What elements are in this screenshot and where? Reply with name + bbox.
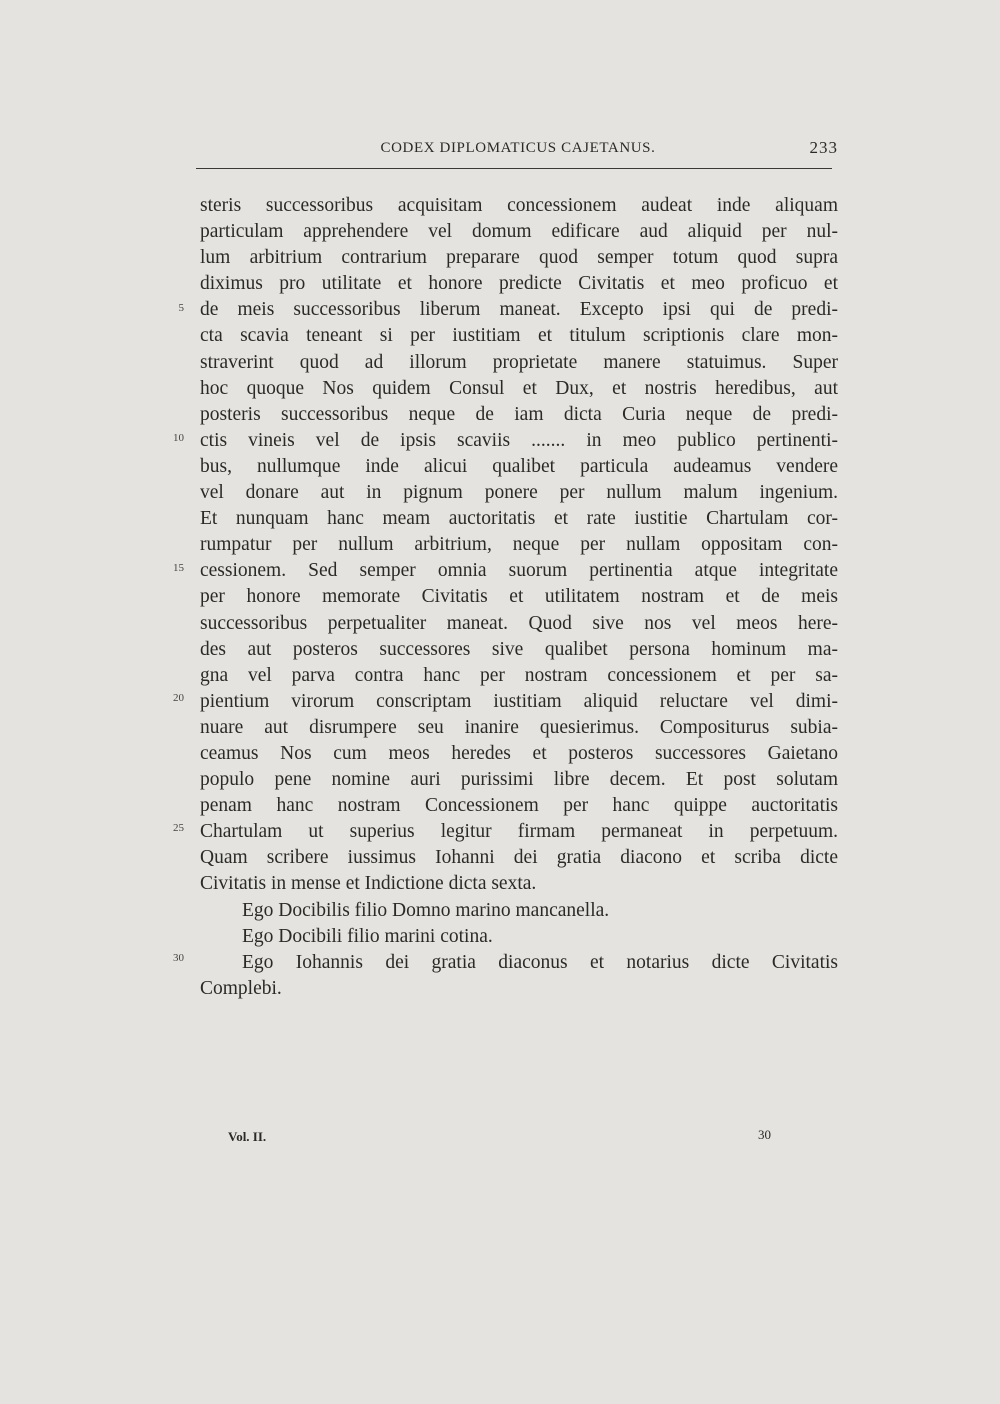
text-line: cessionem. Sed semper omnia suorum pertinentia atque integritate bbox=[200, 560, 838, 582]
signature-number: 30 bbox=[758, 1127, 771, 1142]
text-line: populo pene nomine auri purissimi libre decem. Et post solutam bbox=[200, 769, 838, 791]
line-number: 10 bbox=[173, 432, 184, 444]
text-line: posteris successoribus neque de iam dicta Curia neque de predi- bbox=[200, 403, 838, 425]
line-number: 30 bbox=[173, 952, 184, 964]
text-line: Complebi. bbox=[200, 977, 282, 999]
text-line: cta scavia teneant si per iustitiam et titulum scriptionis clare mon- bbox=[200, 325, 838, 347]
header-rule bbox=[196, 168, 832, 169]
text-line: gna vel parva contra hanc per nostram concessionem et per sa- bbox=[200, 664, 838, 686]
text-line: steris successoribus acquisitam concessionem audeat inde aliquam bbox=[200, 195, 838, 216]
text-line: pientium virorum conscriptam iustitiam aliquid reluctare vel dimi- bbox=[200, 690, 838, 712]
text-line: bus, nullumque inde alicui qualibet particula audeamus vendere bbox=[200, 455, 838, 477]
line-number: 5 bbox=[178, 302, 184, 314]
text-line: successoribus perpetualiter maneat. Quod sive nos vel meos here- bbox=[200, 612, 838, 634]
text-line: rumpatur per nullum arbitrium, neque per nullam oppositam con- bbox=[200, 534, 838, 556]
line-number: 25 bbox=[173, 822, 184, 834]
text-line: Et nunquam hanc meam auctoritatis et rate iustitie Chartulam cor- bbox=[200, 508, 838, 530]
text-line: ceamus Nos cum meos heredes et posteros successores Gaietano bbox=[200, 742, 838, 764]
body-text bbox=[200, 193, 838, 1002]
page-number: 233 bbox=[809, 138, 838, 157]
text-line: diximus pro utilitate et honore predicte Civitatis et meo proficuo et bbox=[200, 273, 838, 295]
page-header bbox=[198, 136, 838, 164]
text-line: vel donare aut in pignum ponere per nullum malum ingenium. bbox=[200, 482, 838, 504]
text-line: penam hanc nostram Concessionem per hanc quippe auctoritatis bbox=[200, 795, 838, 817]
text-line: straverint quod ad illorum proprietate manere statuimus. Super bbox=[200, 351, 838, 373]
signature-line: Ego Docibili filio marini cotina. bbox=[242, 925, 493, 947]
text-line: ctis vineis vel de ipsis scaviis ....... in meo publico pertinenti- bbox=[200, 429, 838, 451]
text-line: particulam apprehendere vel domum edificare aud aliquid per nul- bbox=[200, 221, 838, 243]
signature-line: Ego Iohannis dei gratia diaconus et notarius dicte Civitatis bbox=[242, 951, 838, 973]
signature-mark: Vol. II. bbox=[228, 1129, 267, 1144]
running-title: CODEX DIPLOMATICUS CAJETANUS. bbox=[380, 140, 656, 156]
text-line: Civitatis in mense et Indictione dicta sexta. bbox=[200, 873, 537, 895]
text-line: hoc quoque Nos quidem Consul et Dux, et nostris heredibus, aut bbox=[200, 377, 838, 399]
text-line: lum arbitrium contrarium preparare quod semper totum quod supra bbox=[200, 247, 838, 269]
text-line: Quam scribere iussimus Iohanni dei gratia diacono et scriba dicte bbox=[200, 847, 838, 869]
text-line: des aut posteros successores sive qualibet persona hominum ma- bbox=[200, 638, 838, 660]
text-line: per honore memorate Civitatis et utilitatem nostram et de meis bbox=[200, 586, 838, 608]
signature-line: Ego Docibilis filio Domno marino mancanella. bbox=[242, 899, 610, 921]
text-line: Chartulam ut superius legitur firmam permaneat in perpetuum. bbox=[200, 821, 838, 843]
line-number: 15 bbox=[173, 562, 184, 574]
text-line: nuare aut disrumpere seu inanire quesierimus. Compositurus subia- bbox=[200, 716, 838, 738]
line-number: 20 bbox=[173, 692, 184, 704]
text-line: de meis successoribus liberum maneat. Excepto ipsi qui de predi- bbox=[200, 299, 838, 321]
